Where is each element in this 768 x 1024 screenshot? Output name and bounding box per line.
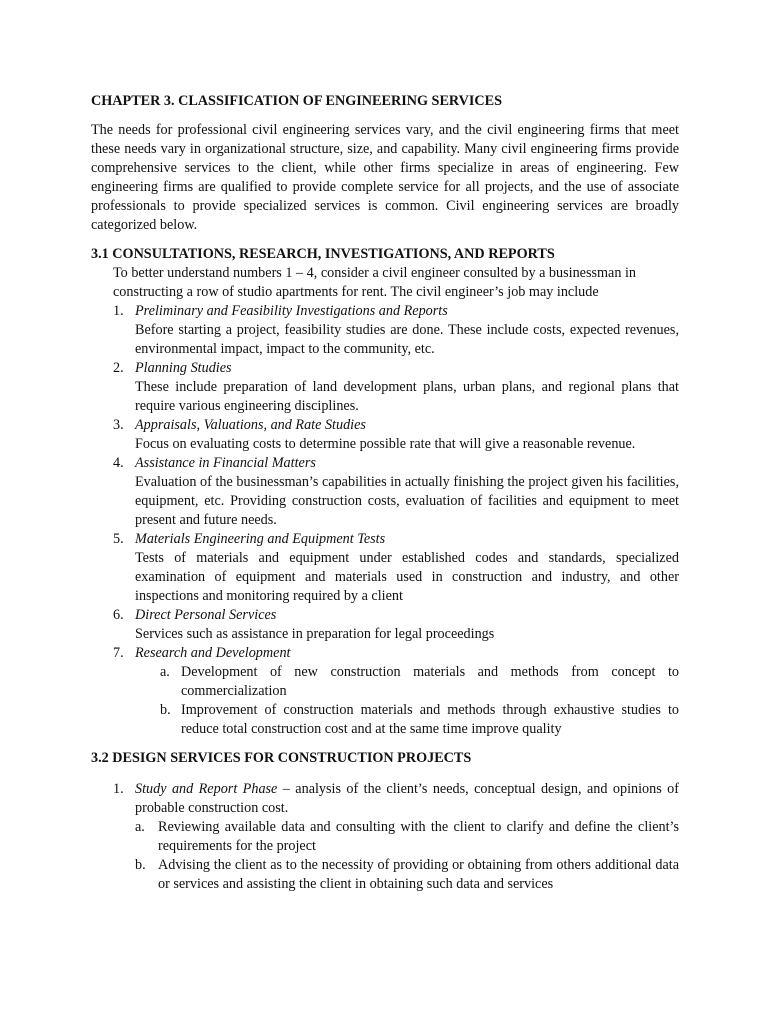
list-item <box>91 606 679 644</box>
item-description: These include preparation of land development plans, urban plans, and regional plans that require various engineering disciplines. <box>135 379 679 414</box>
item-title: Assistance in Financial Matters <box>135 455 316 471</box>
item-description: Before starting a project, feasibility studies are done. These include costs, expected revenues, environmental impact, impact to the community, etc. <box>135 322 679 357</box>
item-title: Appraisals, Valuations, and Rate Studies <box>135 417 366 433</box>
item-description: Evaluation of the businessman’s capabilities in actually finishing the project given his facilities, equipment, etc. Providing construction costs, evaluation of facilities and equipment to meet present and future needs. <box>135 474 679 528</box>
sub-list-item <box>91 818 679 856</box>
list-item <box>91 416 679 454</box>
item-title: Study and Report Phase <box>135 781 278 797</box>
item-title: Research and Development <box>135 645 291 661</box>
item-title: Planning Studies <box>135 360 232 376</box>
item-number: 5. <box>113 531 124 547</box>
item-description: Focus on evaluating costs to determine possible rate that will give a reasonable revenue. <box>135 436 636 452</box>
item-description: – analysis of the client’s needs, conceptual design, and opinions of probable construction cost. <box>135 781 679 816</box>
sub-item-letter: b. <box>160 702 171 718</box>
item-number: 6. <box>113 607 124 623</box>
sub-item-text: Reviewing available data and consulting with the client to clarify and define the client’s requirements for the project <box>158 819 679 854</box>
item-title: Direct Personal Services <box>135 607 277 623</box>
list-item <box>91 644 679 663</box>
sub-item-letter: a. <box>135 819 145 835</box>
section-heading-3-1: 3.1 CONSULTATIONS, RESEARCH, INVESTIGATIONS, AND REPORTS <box>91 246 555 262</box>
item-number: 1. <box>113 303 124 319</box>
research-sublist <box>91 663 679 739</box>
item-title: Materials Engineering and Equipment Tests <box>135 531 386 547</box>
sub-list-item <box>91 663 679 701</box>
sub-item-letter: b. <box>135 857 146 873</box>
item-title: Preliminary and Feasibility Investigations and Reports <box>135 303 448 319</box>
sub-item-text: Advising the client as to the necessity of providing or obtaining from others additional data or services and assisting the client in obtaining such data and services <box>158 857 679 892</box>
list-item <box>91 359 679 416</box>
list-item <box>91 454 679 530</box>
intro-paragraph: The needs for professional civil engineering services vary, and the civil engineering firms that meet these needs vary in organizational structure, size, and capability. Many civil engineering firms provide comprehensive services to the client, while other firms specialize in areas of engineering. Few engineering firms are qualified to provide complete service for all projects, and the use of associate professionals to provide specialized services is common. Civil engineering services are broadly categorized below. <box>91 122 679 233</box>
item-number: 4. <box>113 455 124 471</box>
sub-item-letter: a. <box>160 664 170 680</box>
item-number: 7. <box>113 645 124 661</box>
list-item <box>91 530 679 606</box>
section-1-list <box>91 302 679 663</box>
item-number: 2. <box>113 360 124 376</box>
list-item <box>91 302 679 359</box>
sub-list-item <box>91 701 679 739</box>
item-description: Services such as assistance in preparation for legal proceedings <box>135 626 495 642</box>
list-item <box>91 780 679 818</box>
item-number: 3. <box>113 417 124 433</box>
chapter-title: CHAPTER 3. CLASSIFICATION OF ENGINEERING SERVICES <box>91 93 503 109</box>
item-description: Tests of materials and equipment under established codes and standards, specialized examination of equipment and materials used in construction and industry, and other inspections and monitoring required by a client <box>135 550 679 604</box>
sub-item-text: Improvement of construction materials and methods through exhaustive studies to reduce total construction cost and at the same time improve quality <box>181 702 679 737</box>
sub-list-item <box>91 856 679 894</box>
sub-item-text: Development of new construction materials and methods from concept to commercialization <box>181 664 679 699</box>
section-gap <box>91 739 679 749</box>
page-content <box>91 92 679 894</box>
section-heading-3-2: 3.2 DESIGN SERVICES FOR CONSTRUCTION PROJECTS <box>91 750 472 766</box>
item-number: 1. <box>113 781 124 797</box>
section-1-lead: To better understand numbers 1 – 4, consider a civil engineer consulted by a businessman in constructing a row of studio apartments for rent. The civil engineer’s job may include <box>113 265 637 300</box>
